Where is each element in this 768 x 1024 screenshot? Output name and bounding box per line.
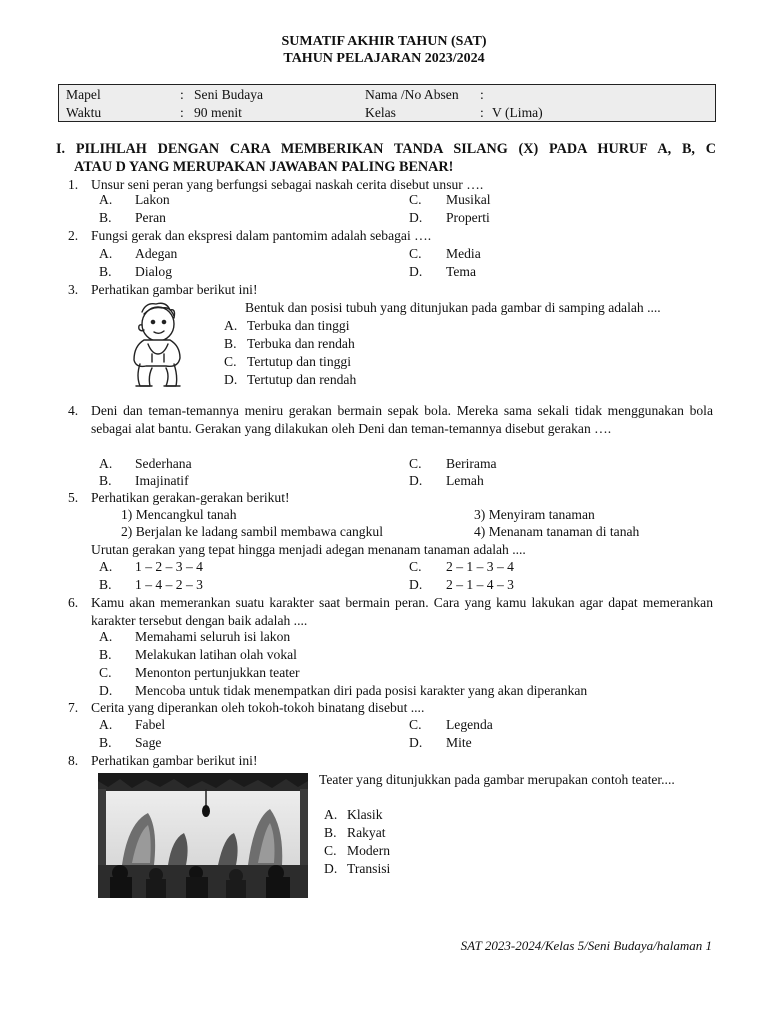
q1-opt-c-text[interactable]: Musikal [446,192,491,207]
kelas-value: V (Lima) [492,105,543,120]
q8-opt-b-text[interactable]: Rakyat [347,825,386,840]
q7-opt-a-text[interactable]: Fabel [135,717,166,732]
kelas-label: Kelas [365,105,396,120]
q8-opt-a-text[interactable]: Klasik [347,807,383,822]
q5-number: 5. [68,490,79,505]
q2-opt-d-letter[interactable]: D. [409,264,423,279]
q6-text: Kamu akan memerankan suatu karakter saat bermain peran. Cara yang kamu lakukan agar dapat memerankan karakter tersebut dengan baik adalah .... [91,595,713,628]
q4-text: Deni dan teman-temannya meniru gerakan bermain sepak bola. Mereka sama sekali tidak menggunakan bola sebagai alat bantu. Gerakan yang dilakukan oleh Deni dan teman-temannya disebut gerakan …. [91,403,713,436]
page-footer: SAT 2023-2024/Kelas 5/Seni Budaya/halaman 1 [460,938,712,953]
wayang-performance-photo [98,773,308,898]
q6-opt-b-text[interactable]: Melakukan latihan olah vokal [135,647,297,662]
q3-opt-d-text[interactable]: Tertutup dan rendah [247,372,357,387]
q5-opt-d-text[interactable]: 2 – 1 – 4 – 3 [446,577,514,592]
q5-opt-a-letter[interactable]: A. [99,559,113,574]
q5-item-4: 4) Menanam tanaman di tanah [474,524,640,539]
q8-opt-a-letter[interactable]: A. [324,807,338,822]
q1-opt-c-letter[interactable]: C. [409,192,422,207]
q3-opt-b-letter[interactable]: B. [224,336,237,351]
q4-opt-c-text[interactable]: Berirama [446,456,497,471]
q5-text: Perhatikan gerakan-gerakan berikut! [91,490,290,505]
q5-item-2: 2) Berjalan ke ladang sambil membawa cangkul [121,524,383,539]
q2-opt-c-text[interactable]: Media [446,246,481,261]
school-year: TAHUN PELAJARAN 2023/2024 [283,51,485,66]
q4-opt-d-letter[interactable]: D. [409,473,423,488]
section-instruction-line2: ATAU D YANG MERUPAKAN JAWABAN PALING BENAR! [74,159,454,175]
q6-opt-c-letter[interactable]: C. [99,665,112,680]
q2-opt-a-text[interactable]: Adegan [135,246,178,261]
mapel-colon: : [180,87,184,102]
q3-opt-c-letter[interactable]: C. [224,354,237,369]
q4-opt-a-letter[interactable]: A. [99,456,113,471]
q6-opt-b-letter[interactable]: B. [99,647,112,662]
q7-number: 7. [68,700,79,715]
q5-opt-b-letter[interactable]: B. [99,577,112,592]
q7-opt-d-text[interactable]: Mite [446,735,472,750]
q8-opt-d-letter[interactable]: D. [324,861,338,876]
q2-opt-a-letter[interactable]: A. [99,246,113,261]
q6-number: 6. [68,595,79,610]
q4-opt-d-text[interactable]: Lemah [446,473,484,488]
nama-label: Nama /No Absen [365,87,459,102]
q3-opt-a-letter[interactable]: A. [224,318,238,333]
q3-opt-a-text[interactable]: Terbuka dan tinggi [247,318,350,333]
q8-opt-c-letter[interactable]: C. [324,843,337,858]
q1-opt-a-letter[interactable]: A. [99,192,113,207]
q1-opt-a-text[interactable]: Lakon [135,192,170,207]
q7-opt-a-letter[interactable]: A. [99,717,113,732]
q6-opt-d-text[interactable]: Mencoba untuk tidak menempatkan diri pada posisi karakter yang akan diperankan [135,683,588,698]
q8-opt-d-text[interactable]: Transisi [347,861,391,876]
q7-opt-c-text[interactable]: Legenda [446,717,493,732]
q4-opt-c-letter[interactable]: C. [409,456,422,471]
q8-opt-b-letter[interactable]: B. [324,825,337,840]
q7-opt-d-letter[interactable]: D. [409,735,423,750]
crouching-boy-illustration [122,298,192,393]
q4-opt-a-text[interactable]: Sederhana [135,456,192,471]
q3-opt-d-letter[interactable]: D. [224,372,238,387]
q5-opt-c-text[interactable]: 2 – 1 – 3 – 4 [446,559,514,574]
q5-opt-d-letter[interactable]: D. [409,577,423,592]
q7-opt-b-letter[interactable]: B. [99,735,112,750]
q7-text: Cerita yang diperankan oleh tokoh-tokoh binatang disebut .... [91,700,425,715]
q5-opt-a-text[interactable]: 1 – 2 – 3 – 4 [135,559,203,574]
q2-opt-b-text[interactable]: Dialog [135,264,172,279]
q2-text: Fungsi gerak dan ekspresi dalam pantomim adalah sebagai …. [91,228,432,243]
q3-prompt: Bentuk dan posisi tubuh yang ditunjukan pada gambar di samping adalah .... [245,300,661,315]
section-instruction-line1: I. PILIHLAH DENGAN CARA MEMBERIKAN TANDA SILANG (X) PADA HURUF A, B, C [56,141,716,157]
q1-number: 1. [68,177,79,192]
q2-number: 2. [68,228,79,243]
q6-opt-d-letter[interactable]: D. [99,683,113,698]
q1-opt-d-text[interactable]: Properti [446,210,490,225]
q4-opt-b-text[interactable]: Imajinatif [135,473,189,488]
q2-opt-d-text[interactable]: Tema [446,264,476,279]
q1-opt-b-text[interactable]: Peran [135,210,166,225]
mapel-label: Mapel [66,87,101,102]
q8-text: Perhatikan gambar berikut ini! [91,753,258,768]
q6-opt-a-letter[interactable]: A. [99,629,113,644]
q4-opt-b-letter[interactable]: B. [99,473,112,488]
q8-prompt: Teater yang ditunjukkan pada gambar merupakan contoh teater.... [319,772,675,787]
q5-opt-b-text[interactable]: 1 – 4 – 2 – 3 [135,577,203,592]
q7-opt-c-letter[interactable]: C. [409,717,422,732]
q1-opt-d-letter[interactable]: D. [409,210,423,225]
q1-text: Unsur seni peran yang berfungsi sebagai naskah cerita disebut unsur …. [91,177,484,192]
nama-colon: : [480,87,484,102]
q5-item-1: 1) Mencangkul tanah [121,507,237,522]
exam-title: SUMATIF AKHIR TAHUN (SAT) [281,34,487,49]
waktu-label: Waktu [66,105,102,120]
q8-opt-c-text[interactable]: Modern [347,843,391,858]
q6-opt-a-text[interactable]: Memahami seluruh isi lakon [135,629,291,644]
q5-item-3: 3) Menyiram tanaman [474,507,595,522]
mapel-value: Seni Budaya [194,87,264,102]
q7-opt-b-text[interactable]: Sage [135,735,162,750]
q2-opt-b-letter[interactable]: B. [99,264,112,279]
waktu-colon: : [180,105,184,120]
q5-prompt: Urutan gerakan yang tepat hingga menjadi adegan menanam tanaman adalah .... [91,542,526,557]
q6-opt-c-text[interactable]: Menonton pertunjukkan teater [135,665,300,680]
q2-opt-c-letter[interactable]: C. [409,246,422,261]
q1-opt-b-letter[interactable]: B. [99,210,112,225]
q3-text: Perhatikan gambar berikut ini! [91,282,258,297]
kelas-colon: : [480,105,484,120]
q4-number: 4. [68,403,79,418]
q3-number: 3. [68,282,79,297]
q3-opt-c-text[interactable]: Tertutup dan tinggi [247,354,352,369]
q5-opt-c-letter[interactable]: C. [409,559,422,574]
waktu-value: 90 menit [194,105,242,120]
q8-number: 8. [68,753,79,768]
q3-opt-b-text[interactable]: Terbuka dan rendah [247,336,355,351]
